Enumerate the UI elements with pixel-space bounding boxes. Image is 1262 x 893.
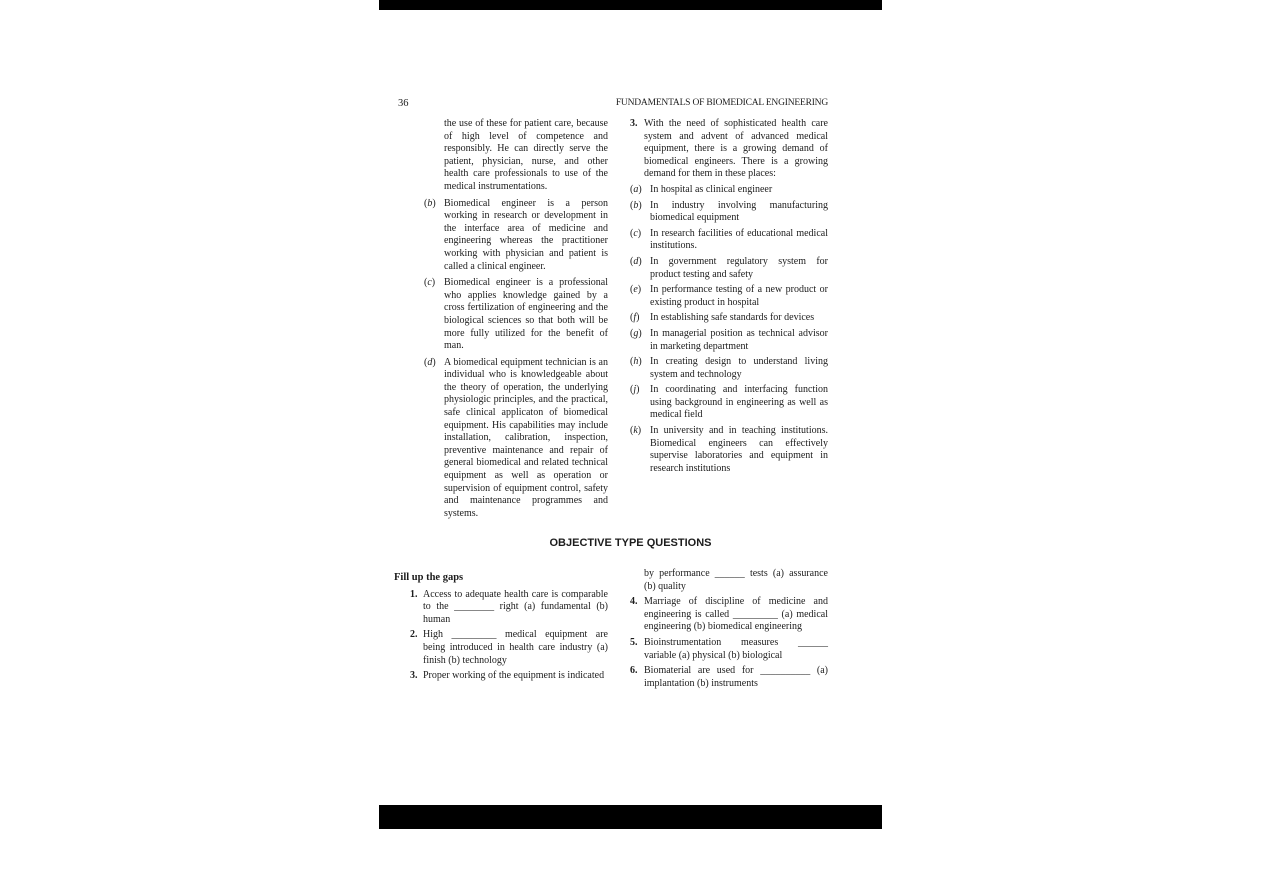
question-number: 4.: [630, 596, 638, 608]
item-letter: b: [427, 197, 433, 209]
question-number: 5.: [630, 636, 638, 648]
item-text: Biomedical engineer is a professional who applies knowledge gained by a cross fertilization of engineering and the biological sciences so that both will be more fully utilized for the benefit of man.: [444, 277, 608, 352]
list-item: (b) In industry involving manufacturing biomedical equipment: [630, 199, 828, 224]
question-item: [630, 637, 828, 662]
page-number: 36: [398, 98, 409, 109]
list-item: (d) A biomedical equipment technician is an individual who is knowledgeable about the theory of operation, the underlying physiologic principles, and the practical, safe clinical applicaton of biomedical equipment. His capabilities may include installation, calibration, inspection, preventive maintenance and repair of general biomedical and related technical equipment as well as operation or supervision of equipment control, safety and maintenance programmes and systems.: [424, 356, 608, 519]
list-item: (g) In managerial position as technical advisor in marketing department: [630, 327, 828, 352]
item-text: In industry involving manufacturing biomedical equipment: [650, 199, 828, 224]
question-item: [394, 670, 608, 683]
item-letter: d: [633, 255, 639, 267]
list-item: (a) In hospital as clinical engineer: [630, 183, 773, 195]
question-number: 6.: [630, 665, 638, 677]
question-text: Proper working of the equipment is indicated: [423, 670, 605, 682]
question-number: 2.: [410, 629, 418, 641]
item-letter: c: [633, 227, 638, 239]
item-text: A biomedical equipment technician is an individual who is knowledgeable about the theory of operation, the underlying physiologic principles, and the practical, safe clinical applicaton of biomedical equipment. His capabilities may include installation, calibration, inspection, preventive maintenance and repair of general biomedical and related technical equipment as well as operation or supervision of equipment control, safety and maintenance programmes and systems.: [444, 356, 608, 519]
item-letter: a: [633, 183, 639, 195]
question-item: [630, 665, 828, 690]
item-text: In coordinating and interfacing function using background in engineering as well as medical field: [650, 384, 828, 421]
question-item: [630, 596, 828, 634]
item-letter: h: [633, 356, 639, 368]
running-head: FUNDAMENTALS OF BIOMEDICAL ENGINEERING: [615, 98, 828, 108]
question-item: [394, 629, 608, 667]
list-item: (c) In research facilities of educational medical institutions.: [630, 227, 828, 252]
section-subtitle: Fill up the gaps: [394, 572, 464, 583]
item-letter: g: [633, 327, 639, 339]
item-text: In research facilities of educational medical institutions.: [650, 227, 828, 252]
item-letter: d: [427, 356, 433, 368]
question-item: [394, 589, 608, 627]
numbered-point: [630, 118, 828, 181]
question-text: High _________ medical equipment are being introduced in health care industry (a) finish (b) technology: [423, 629, 608, 666]
question-text: Biomaterial are used for __________ (a) implantation (b) instruments: [644, 665, 828, 689]
item-text: In government regulatory system for product testing and safety: [650, 255, 828, 280]
list-item: (c) Biomedical engineer is a professional who applies knowledge gained by a cross fertilization of engineering and the biological sciences so that both will be more fully utilized for the benefit of man.: [424, 277, 608, 352]
section-title: OBJECTIVE TYPE QUESTIONS: [549, 537, 712, 549]
item-letter: k: [633, 425, 638, 437]
item-letter: f: [633, 312, 637, 324]
point-intro: With the need of sophisticated health care system and advent of advanced medical equipment, there is a growing demand of biomedical engineers. There is a growing demand for them in these places:: [644, 118, 828, 180]
item-text: In hospital as clinical engineer: [650, 183, 773, 195]
list-item: (j) In coordinating and interfacing function using background in engineering as well as medical field: [630, 384, 828, 421]
bottom-black-bar: [379, 805, 882, 829]
question-number: 3.: [410, 670, 418, 682]
item-text: In performance testing of a new product or existing product in hospital: [650, 284, 828, 308]
left-column: [424, 118, 608, 520]
item-letter: c: [427, 277, 432, 289]
question-text: Marriage of discipline of medicine and engineering is called _________ (a) medical engineering (b) biomedical engineering: [644, 596, 828, 633]
list-item: (d) In government regulatory system for product testing and safety: [630, 255, 828, 280]
item-text: In managerial position as technical advisor in marketing department: [650, 327, 828, 352]
questions-left-column: [394, 572, 608, 683]
item-letter: j: [633, 384, 637, 396]
continuation-text: the use of these for patient care, because of high level of competence and responsibly. He can directly serve the patient, physician, nurse, and other health care professionals to use of the medical instrumentations.: [444, 118, 608, 192]
questions-right-column: [630, 568, 828, 690]
item-text: In creating design to understand living system and technology: [650, 356, 828, 380]
question-text: Access to adequate health care is comparable to the ________ right (a) fundamental (b) human: [423, 588, 608, 625]
question-number: 1.: [410, 588, 418, 600]
right-column: [630, 118, 828, 475]
question-continuation: by performance ______ tests (a) assurance (b) quality: [644, 568, 828, 592]
item-letter: e: [633, 284, 638, 296]
list-item: (h) In creating design to understand living system and technology: [630, 356, 828, 380]
list-item: (f) In establishing safe standards for devices: [630, 312, 815, 324]
point-number: 3.: [630, 118, 638, 129]
list-item: (e) In performance testing of a new product or existing product in hospital: [630, 284, 828, 308]
item-text: In university and in teaching institutions. Biomedical engineers can effectively supervise laboratories and equipment in research institutions: [650, 425, 828, 474]
item-text: In establishing safe standards for devices: [650, 312, 815, 324]
question-text: Bioinstrumentation measures ______ variable (a) physical (b) biological: [644, 636, 828, 661]
list-item: (b) Biomedical engineer is a person working in research or development in the interface area of medicine and engineering whereas the practitioner working with physician and patient is called a clinical engineer.: [424, 197, 608, 272]
top-black-bar: [379, 0, 882, 10]
item-letter: b: [633, 199, 639, 211]
list-item: (k) In university and in teaching institutions. Biomedical engineers can effectively supervise laboratories and equipment in research institutions: [630, 425, 828, 474]
page-header: [394, 96, 830, 112]
item-text: Biomedical engineer is a person working in research or development in the interface area of medicine and engineering whereas the practitioner working with physician and patient is called a clinical engineer.: [444, 197, 608, 272]
